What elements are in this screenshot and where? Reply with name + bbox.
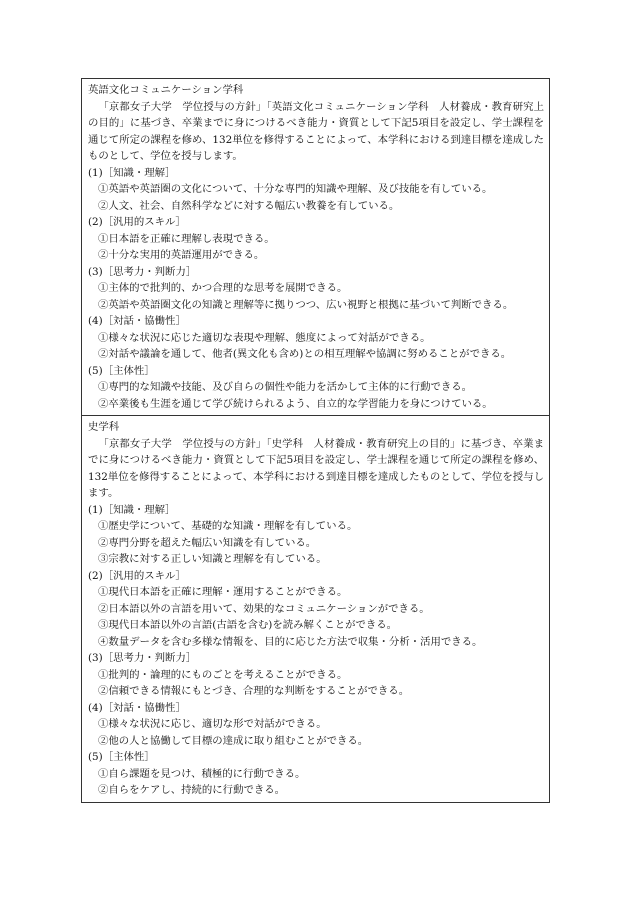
category-autonomy — [88, 749, 544, 799]
category-knowledge — [88, 502, 544, 568]
list-item: ③現代日本語以外の言語(古語を含む)を読み解くことができる。 — [98, 619, 398, 631]
category-label: (4)［対話・協働性］ — [88, 701, 186, 714]
category-knowledge — [88, 165, 544, 215]
section-title: 英語文化コミュニケーション学科 — [88, 84, 244, 96]
list-item: ①批判的・論理的にものごとを考えることができる。 — [98, 668, 348, 681]
category-label: (5)［主体性］ — [88, 364, 155, 377]
category-skills — [88, 214, 544, 264]
section-title: 史学科 — [88, 421, 120, 433]
category-dialogue — [88, 700, 544, 750]
list-item: ①自ら課題を見つけ、積極的に行動できる。 — [98, 767, 306, 780]
list-item: ①歴史学について、基礎的な知識・理解を有している。 — [98, 520, 358, 532]
category-label: (1)［知識・理解］ — [88, 166, 176, 179]
list-item: ②日本語以外の言語を用いて、効果的なコミュニケーションができる。 — [98, 602, 430, 615]
list-item: ②自らをケアし、持続的に行動できる。 — [98, 784, 286, 796]
section-history — [81, 416, 550, 803]
list-item: ②十分な実用的英語運用ができる。 — [98, 249, 265, 261]
list-item: ②英語や英語圏文化の知識と理解等に拠りつつ、広い視野と根拠に基づいて判断できる。 — [98, 298, 514, 311]
category-label: (3)［思考力・判断力］ — [88, 265, 197, 278]
list-item: ②卒業後も生涯を通じて学び続けられるよう、自立的な学習能力を身につけている。 — [98, 397, 493, 410]
list-item: ①様々な状況に応じた適切な表現や理解、態度によって対話ができる。 — [98, 331, 431, 344]
list-item: ①現代日本語を正確に理解・運用することができる。 — [98, 586, 348, 598]
section-intro: 「京都女子大学 学位授与の方針」「史学科 人材養成・教育研究上の目的」に基づき、卒業までに身につけるべき能力・資質として下記5項目を設定し、学士課程を通じて所定の課程を修め、132単位を修得することによって、本学科における到達目標を達成したものとして、学位を授与します。 — [88, 437, 544, 499]
section-intro: 「京都女子大学 学位授与の方針」「英語文化コミュニケーション学科 人材養成・教育研究上の目的」に基づき、卒業までに身につけるべき能力・資質として下記5項目を設定し、学士課程を通じて所定の課程を修め、132単位を修得することによって、本学科における到達目標を達成したものとして、学位を授与します。 — [88, 100, 544, 162]
list-item: ①専門的な知識や技能、及び自らの個性や能力を活かして主体的に行動できる。 — [98, 381, 473, 393]
list-item: ②人文、社会、自然科学などに対する幅広い教養を有している。 — [98, 199, 400, 212]
category-thinking — [88, 264, 544, 314]
category-dialogue — [88, 313, 544, 363]
category-label: (2)［汎用的スキル］ — [88, 569, 186, 582]
category-skills — [88, 568, 544, 651]
category-label: (2)［汎用的スキル］ — [88, 216, 186, 228]
list-item: ①様々な状況に応じ、適切な形で対話ができる。 — [98, 718, 327, 730]
list-item: ②専門分野を超えた幅広い知識を有している。 — [98, 536, 317, 549]
list-item: ②信頼できる情報にもとづき、合理的な判断をすることができる。 — [98, 685, 410, 697]
list-item: ④数量データを含む多様な情報を、目的に応じた方法で収集・分析・活用できる。 — [98, 635, 483, 648]
section-english-culture — [81, 78, 550, 416]
category-label: (3)［思考力・判断力］ — [88, 652, 197, 664]
list-item: ①日本語を正確に理解し表現できる。 — [98, 232, 275, 245]
list-item: ②他の人と協働して目標の達成に取り組むことができる。 — [98, 734, 369, 747]
list-item: ①主体的で批判的、かつ合理的な思考を展開できる。 — [98, 282, 348, 294]
list-item: ②対話や議論を通して、他者(異文化も含め)との相互理解や協調に努めることができる。 — [98, 348, 512, 360]
list-item: ③宗教に対する正しい知識と理解を有している。 — [98, 553, 327, 565]
category-label: (1)［知識・理解］ — [88, 503, 176, 516]
list-item: ①英語や英語圏の文化について、十分な専門的知識や理解、及び技能を有している。 — [98, 183, 493, 195]
category-label: (4)［対話・協働性］ — [88, 315, 186, 327]
category-thinking — [88, 650, 544, 700]
policy-table — [81, 78, 550, 803]
category-autonomy — [88, 363, 544, 413]
category-label: (5)［主体性］ — [88, 751, 155, 763]
